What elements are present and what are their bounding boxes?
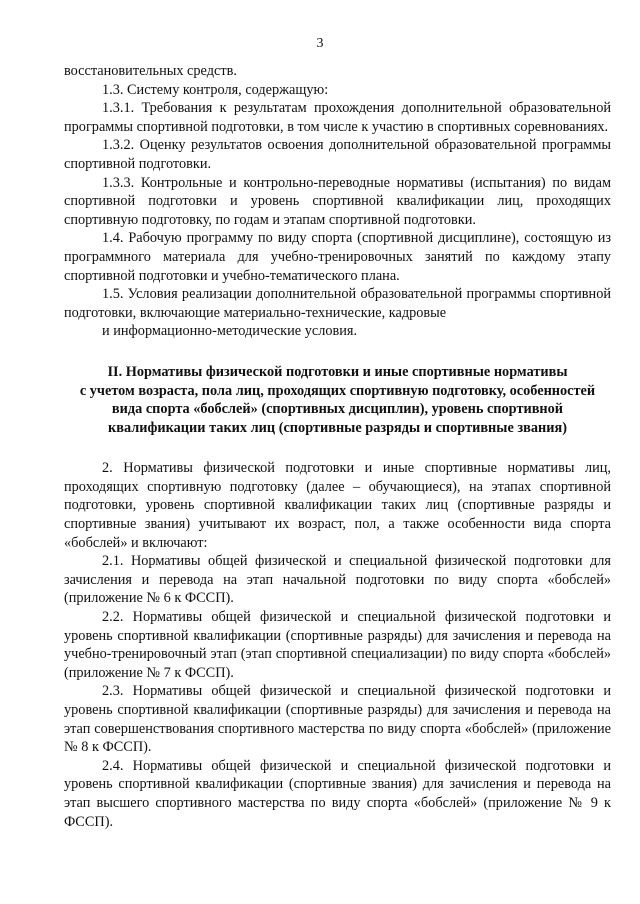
section-heading-line: квалификации таких лиц (спортивные разряды и спортивные звания): [108, 419, 567, 436]
paragraph-1-5: 1.5. Условия реализации дополнительной образовательной программы спортивной подготовки, включающие материально-технические, кадровые: [64, 286, 611, 321]
paragraph-1-4: 1.4. Рабочую программу по виду спорта (спортивной дисциплине), состоящую из программного материала для учебно-тренировочных занятий по каждому этапу спортивной подготовки и учебно-тематического плана.: [64, 230, 611, 284]
paragraph-1-5-continuation: и информационно-методические условия.: [102, 323, 358, 340]
page-number: 3: [316, 36, 324, 51]
section-heading-line: вида спорта «бобслей» (спортивных дисциплин), уровень спортивной: [111, 401, 564, 418]
paragraph-2-4: 2.4. Нормативы общей физической и специальной физической подготовки и уровень спортивной квалификации (спортивные звания) для зачисления и перевода на этап высшего спортивного мастерства по виду спорта «бобслей» (приложение № 9 к ФССП).: [64, 757, 611, 830]
paragraph-1-3-2: 1.3.2. Оценку результатов освоения дополнительной образовательной программы спортивной подготовки.: [64, 137, 611, 172]
paragraph-2-3: 2.3. Нормативы общей физической и специальной физической подготовки и уровень спортивной квалификации (спортивные разряды) для зачисления и перевода на этап совершенствования спортивного мастерства по виду спорта «бобслей» (приложение № 8 к ФССП).: [64, 683, 611, 756]
section-heading-line: с учетом возраста, пола лиц, проходящих спортивную подготовку, особенностей: [79, 382, 596, 399]
paragraph-2: 2. Нормативы физической подготовки и иные спортивные нормативы лиц, проходящих спортивную подготовку (далее – обучающиеся), на этапах спортивной подготовки, уровень спортивной квалификации таких лиц (спортивные разряды и спортивные звания) учитывают их возраст, пол, а также особенности вида спорта «бобслей» и включают:: [64, 460, 611, 551]
paragraph-1-3: 1.3. Систему контроля, содержащую:: [102, 81, 329, 98]
paragraph-1-3-3: 1.3.3. Контрольные и контрольно-переводные нормативы (испытания) по видам спортивной подготовки и уровень спортивной квалификации лиц, проходящих спортивную подготовку, по годам и этапам спортивной подготовки.: [64, 174, 611, 228]
document-body: [64, 62, 611, 831]
section-heading-line: II. Нормативы физической подготовки и иные спортивные нормативы: [107, 363, 568, 380]
section-heading: [64, 363, 611, 437]
paragraph-1-3-1: 1.3.1. Требования к результатам прохождения дополнительной образовательной программы спортивной подготовки, в том числе к участию в спортивных соревнованиях.: [64, 100, 611, 135]
paragraph-continuation: восстановительных средств.: [64, 63, 237, 79]
paragraph-2-2: 2.2. Нормативы общей физической и специальной физической подготовки и уровень спортивной квалификации (спортивные разряды) для зачисления и перевода на учебно-тренировочный этап (этап спортивной специализации) по виду спорта «бобслей» (приложение № 7 к ФССП).: [64, 609, 611, 681]
paragraph-2-1: 2.1. Нормативы общей физической и специальной физической подготовки для зачисления и перевода на этап начальной подготовки по виду спорта «бобслей» (приложение № 6 к ФССП).: [64, 553, 611, 607]
